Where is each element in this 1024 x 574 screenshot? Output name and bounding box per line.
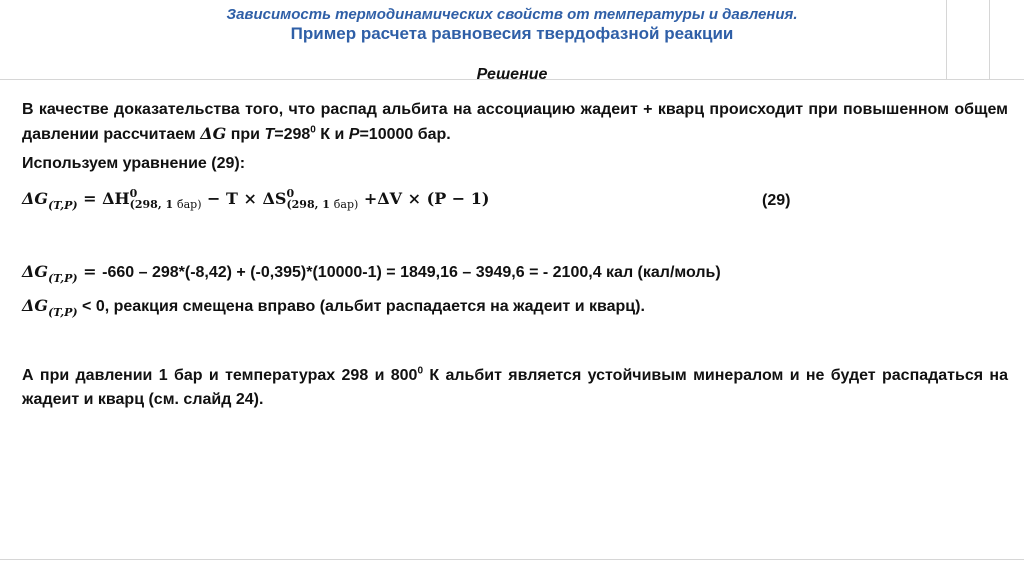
equation-number: (29): [762, 192, 791, 209]
eq-h-indices: [130, 188, 202, 210]
use-equation-text: Используем уравнение (29):: [22, 155, 246, 172]
eq-s-sub: [286, 199, 358, 210]
intro-delta-g: ΔG: [200, 124, 227, 143]
calc-equals: =: [77, 262, 103, 281]
intro-t-unit: К и: [315, 126, 349, 143]
final-text-2: К альбит является устойчивым минералом и не будет распадаться на жадеит и кварц (см. слайд 24).: [22, 367, 1008, 408]
intro-t-value: =298: [274, 126, 311, 143]
final-paragraph: [22, 364, 1008, 412]
intro-p-symbol: P: [348, 126, 360, 143]
intro-p-value: =10000 бар.: [359, 126, 451, 143]
eq-equals-dh: = ΔH: [77, 189, 130, 209]
final-degree: 0: [417, 365, 424, 377]
conclusion-line: [22, 296, 645, 319]
concl-sub-tp: (T,P): [48, 306, 78, 319]
calculation-line: [22, 262, 721, 285]
eq-h-sub-unit: бар): [176, 198, 202, 211]
slide-title-line2: Пример расчета равновесия твердофазной реакции: [290, 24, 734, 43]
intro-t-symbol: T: [264, 126, 275, 143]
eq-minus-t-ds: − T × ΔS: [201, 189, 287, 209]
calc-delta-g: ΔG: [22, 262, 49, 281]
intro-text: В качестве доказательства того, что распад альбита на ассоциацию жадеит + кварц происходит при повышенном общем давлении рассчитаем: [22, 101, 1008, 143]
eq-s-sub-unit: бар): [333, 198, 359, 211]
section-heading: Решение: [476, 66, 548, 83]
slide-title-line1: Зависимость термодинамических свойств от температуры и давления.: [226, 6, 798, 23]
concl-text: < 0, реакция смещена вправо (альбит распадается на жадеит и кварц).: [77, 298, 645, 315]
concl-delta-g: ΔG: [22, 296, 49, 315]
intro-degree: 0: [310, 124, 316, 136]
calc-expression: -660 – 298*(-8,42) + (-0,395)*(10000-1) = 1849,16 – 3949,6 = - 2100,4 кал (кал/моль): [102, 264, 721, 281]
eq-h-sub-bold: (298, 1: [129, 198, 177, 211]
equation-29: [22, 189, 489, 211]
calc-sub-tp: (T,P): [48, 272, 78, 285]
frame-line-bottom: [0, 559, 1024, 560]
eq-s-sub-bold: (298, 1: [286, 198, 334, 211]
final-text-1: А при давлении 1 бар и температурах 298 и 800: [22, 367, 418, 384]
eq-s-sup: 0: [286, 187, 295, 200]
eq-h-sub: [130, 199, 202, 210]
eq-tail: +ΔV × (P − 1): [358, 189, 490, 209]
eq-h-sup: 0: [129, 187, 138, 200]
eq-delta-g: ΔG: [22, 189, 49, 209]
intro-paragraph: [22, 98, 1008, 147]
eq-s-indices: [286, 188, 358, 210]
eq-sub-tp: (T,P): [48, 199, 78, 213]
intro-at: при: [226, 126, 265, 143]
